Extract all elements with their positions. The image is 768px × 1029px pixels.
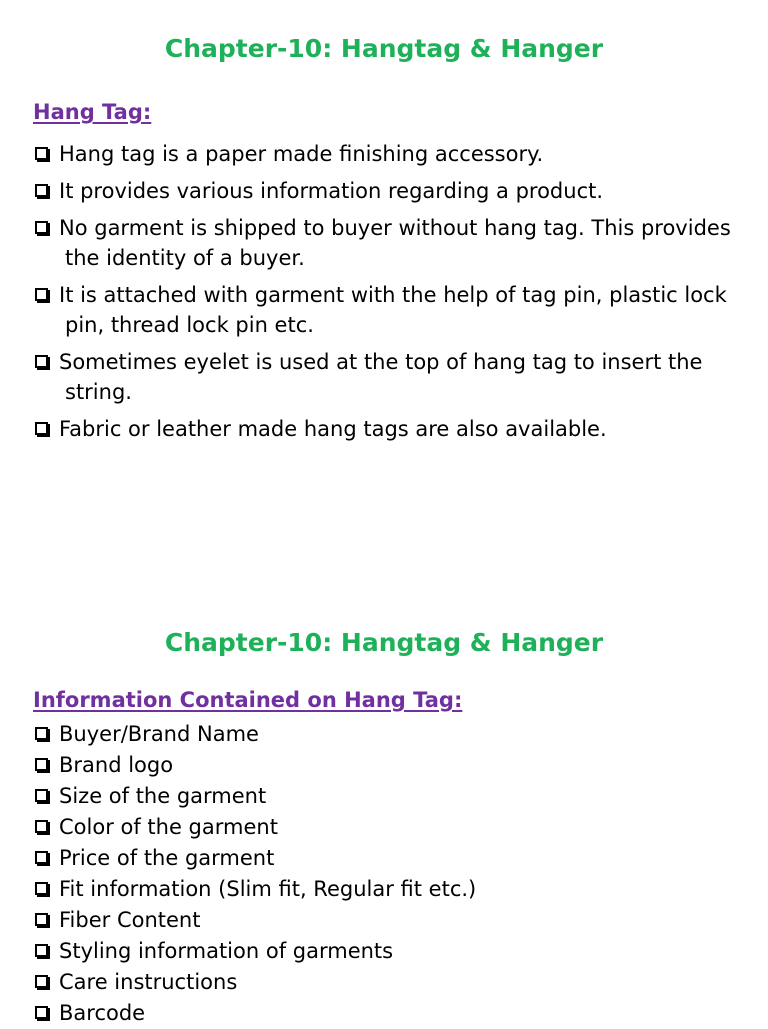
checkbox-icon	[35, 975, 48, 988]
list-item: Brand logo	[33, 750, 733, 780]
list-item: Care instructions	[33, 967, 733, 997]
list-item: Price of the garment	[33, 843, 733, 873]
list-item: Hang tag is a paper made finishing accessory.	[33, 139, 733, 169]
list-item: Buyer/Brand Name	[33, 719, 733, 749]
section-heading: Hang Tag:	[33, 100, 152, 124]
slide-hang-tag-information	[0, 598, 768, 1024]
section-heading: Information Contained on Hang Tag:	[33, 688, 463, 712]
slide-title: Chapter-10: Hangtag & Hanger	[164, 34, 604, 63]
checkbox-icon	[35, 147, 48, 160]
slide-title: Chapter-10: Hangtag & Hanger	[164, 628, 604, 657]
list-item: Fabric or leather made hang tags are also available.	[33, 414, 733, 444]
list-item: It provides various information regarding a product.	[33, 176, 733, 206]
checkbox-icon	[35, 913, 48, 926]
list-item: Size of the garment	[33, 781, 733, 811]
checkbox-icon	[35, 221, 48, 234]
checkbox-icon	[35, 851, 48, 864]
checkbox-icon	[35, 422, 48, 435]
slide-hang-tag	[0, 0, 768, 512]
list-item: Fit information (Slim fit, Regular fit etc.)	[33, 874, 733, 904]
list-item: Color of the garment	[33, 812, 733, 842]
checkbox-icon	[35, 944, 48, 957]
checkbox-icon	[35, 727, 48, 740]
checkbox-icon	[35, 789, 48, 802]
list-item: No garment is shipped to buyer without hang tag. This provides the identity of a buyer.	[33, 213, 733, 273]
bullet-list	[33, 139, 733, 451]
checkbox-icon	[35, 1006, 48, 1019]
checkbox-icon	[35, 758, 48, 771]
list-item: It is attached with garment with the help of tag pin, plastic lock pin, thread lock pin etc.	[33, 280, 733, 340]
list-item: Styling information of garments	[33, 936, 733, 966]
list-item: Fiber Content	[33, 905, 733, 935]
checkbox-icon	[35, 820, 48, 833]
list-item: Sometimes eyelet is used at the top of hang tag to insert the string.	[33, 347, 733, 407]
checkbox-icon	[35, 882, 48, 895]
checkbox-icon	[35, 288, 48, 301]
checkbox-icon	[35, 184, 48, 197]
checkbox-icon	[35, 355, 48, 368]
list-item: Barcode	[33, 998, 733, 1028]
bullet-list	[33, 719, 733, 1029]
